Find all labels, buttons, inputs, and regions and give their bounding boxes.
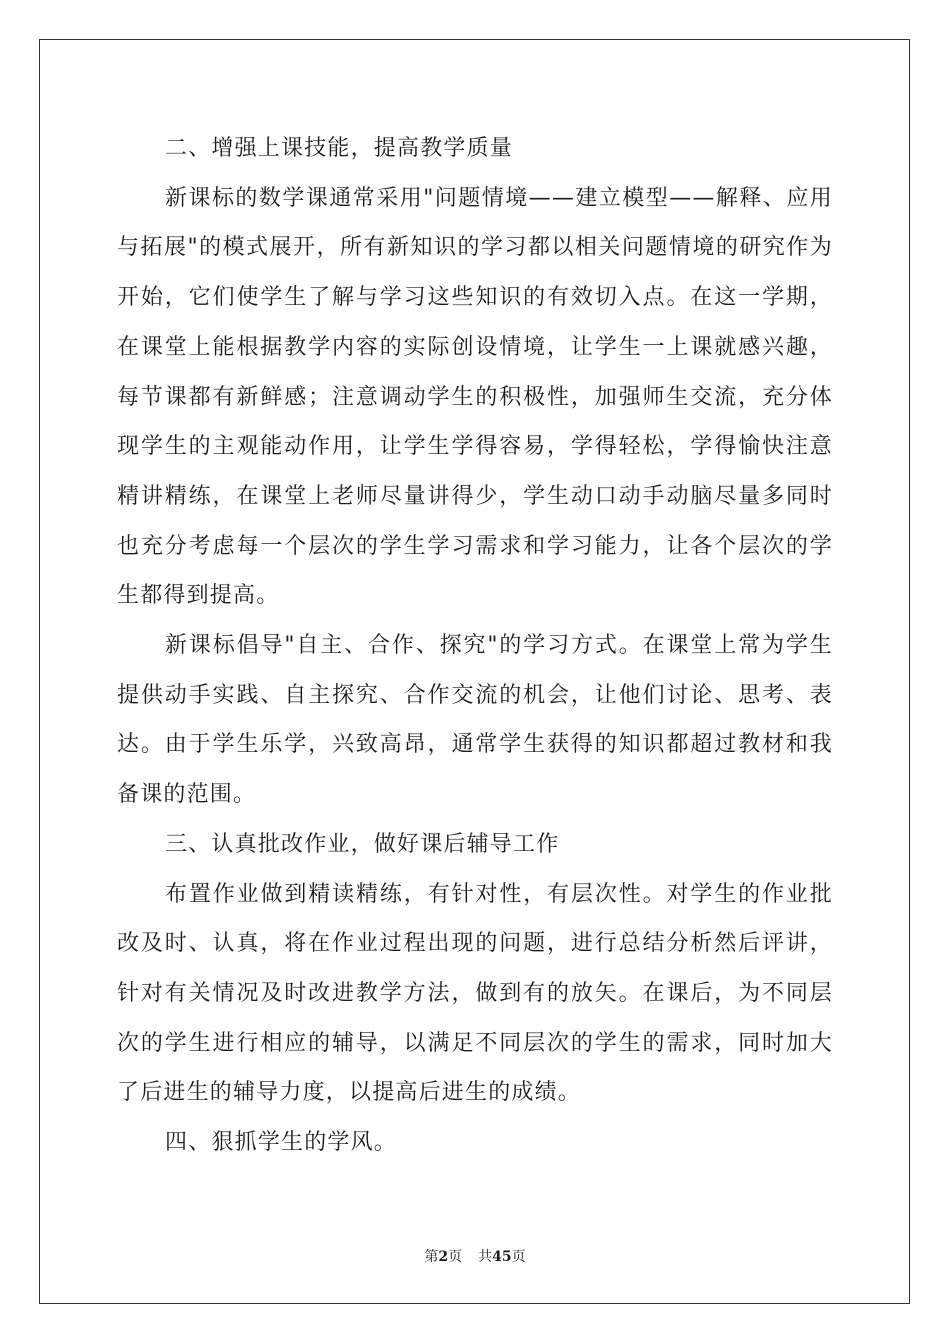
page-number: 2 [438, 1249, 449, 1265]
paragraph: 新课标倡导"自主、合作、探究"的学习方式。在课堂上常为学生提供动手实践、自主探究、合作交流的机会，让他们讨论、思考、表达。由于学生乐学，兴致高昂，通常学生获得的知识都超过教材和我备课的范围。 [117, 633, 833, 808]
total-suffix: 页 [511, 1249, 526, 1265]
section-heading-2: 二、增强上课技能，提高教学质量 [165, 136, 514, 161]
document-body [117, 124, 833, 1168]
paragraph: 新课标的数学课通常采用"问题情境——建立模型——解释、应用与拓展"的模式展开，所有新知识的学习都以相关问题情境的研究作为开始，它们使学生了解与学习这些知识的有效切入点。在这一学期，在课堂上能根据教学内容的实际创设情境，让学生一上课就感兴趣，每节课都有新鲜感；注意调动学生的积极性，加强师生交流，充分体现学生的主观能动作用，让学生学得容易，学得轻松，学得愉快注意精讲精练，在课堂上老师尽量讲得少，学生动口动手动脑尽量多同时也充分考虑每一个层次的学生学习需求和学习能力，让各个层次的学生都得到提高。 [117, 185, 833, 609]
page-suffix: 页 [448, 1249, 463, 1265]
section-heading-4: 四、狠抓学生的学风。 [165, 1130, 398, 1156]
total-pages: 45 [492, 1249, 512, 1265]
total-prefix: 共 [478, 1249, 493, 1265]
page-footer [0, 1246, 950, 1266]
section-heading-3: 三、认真批改作业，做好课后辅导工作 [165, 831, 560, 857]
paragraph: 布置作业做到精读精练，有针对性，有层次性。对学生的作业批改及时、认真，将在作业过程出现的问题，进行总结分析然后评讲，针对有关情况及时改进教学方法，做到有的放矢。在课后，为不同层次的学生进行相应的辅导，以满足不同层次的学生的需求，同时加大了后进生的辅导力度，以提高后进生的成绩。 [117, 881, 833, 1106]
page-prefix: 第 [424, 1249, 439, 1265]
